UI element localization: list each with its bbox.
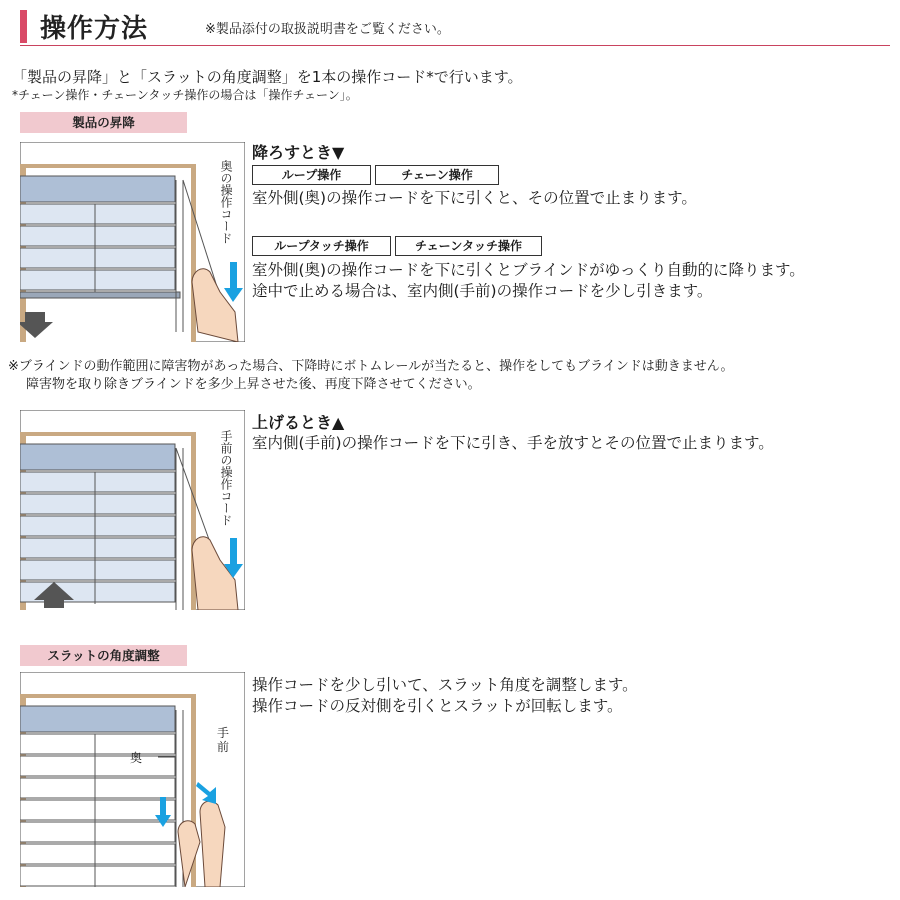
raising-illustration [20, 410, 245, 610]
raise-text: 室内側(手前)の操作コードを下に引き、手を放すとその位置で止まります。 [252, 434, 774, 452]
lower-text-b2: 途中で止める場合は、室内側(手前)の操作コードを少し引きます。 [252, 282, 713, 300]
warning-line2: 障害物を取り除きブラインドを多少上昇させた後、再度下降させてください。 [26, 377, 481, 392]
warning-line1: ※ブラインドの動作範囲に障害物があった場合、下降時にボトムレールが当たると、操作をしてもブラインドは動きません。 [8, 359, 734, 374]
badge-loop-touch: ループタッチ操作 [252, 236, 391, 256]
raise-heading: 上げるとき▲ [252, 413, 345, 432]
label-front-2: 前 [217, 740, 230, 754]
lowering-illustration [20, 142, 245, 342]
header-accent-bar [20, 10, 27, 43]
badge-chain: チェーン操作 [375, 165, 499, 185]
page-title: 操作方法 [40, 14, 149, 44]
headrail [20, 176, 175, 202]
label-back: 奥 [130, 751, 143, 765]
cord-label-back: 奥の操作コード [219, 160, 233, 244]
header-divider [20, 45, 890, 46]
badge-loop: ループ操作 [252, 165, 371, 185]
lower-text-a: 室外側(奥)の操作コードを下に引くと、その位置で止まります。 [252, 189, 697, 207]
angle-text-2: 操作コードの反対側を引くとスラットが回転します。 [252, 697, 623, 715]
bottom-rail [20, 292, 180, 298]
lower-text-b1: 室外側(奥)の操作コードを下に引くとブラインドがゆっくり自動的に降ります。 [252, 261, 805, 279]
angle-illustration [20, 672, 245, 887]
label-front-1: 手 [217, 726, 230, 740]
badge-chain-touch: チェーンタッチ操作 [395, 236, 542, 256]
section-tag-lift: 製品の昇降 [20, 112, 187, 133]
cord-label-front: 手前の操作コード [219, 430, 233, 526]
manual-note: ※製品添付の取扱説明書をご覧ください。 [205, 22, 450, 37]
right-hand [200, 801, 225, 887]
section-tag-angle: スラットの角度調整 [20, 645, 187, 666]
intro-text: 「製品の昇降」と「スラットの角度調整」を1本の操作コード*で行います。 [12, 68, 523, 86]
intro-footnote: *チェーン操作・チェーンタッチ操作の場合は「操作チェーン」。 [12, 88, 358, 102]
angle-text-1: 操作コードを少し引いて、スラット角度を調整します。 [252, 676, 638, 694]
lower-heading: 降ろすとき▼ [252, 143, 345, 162]
